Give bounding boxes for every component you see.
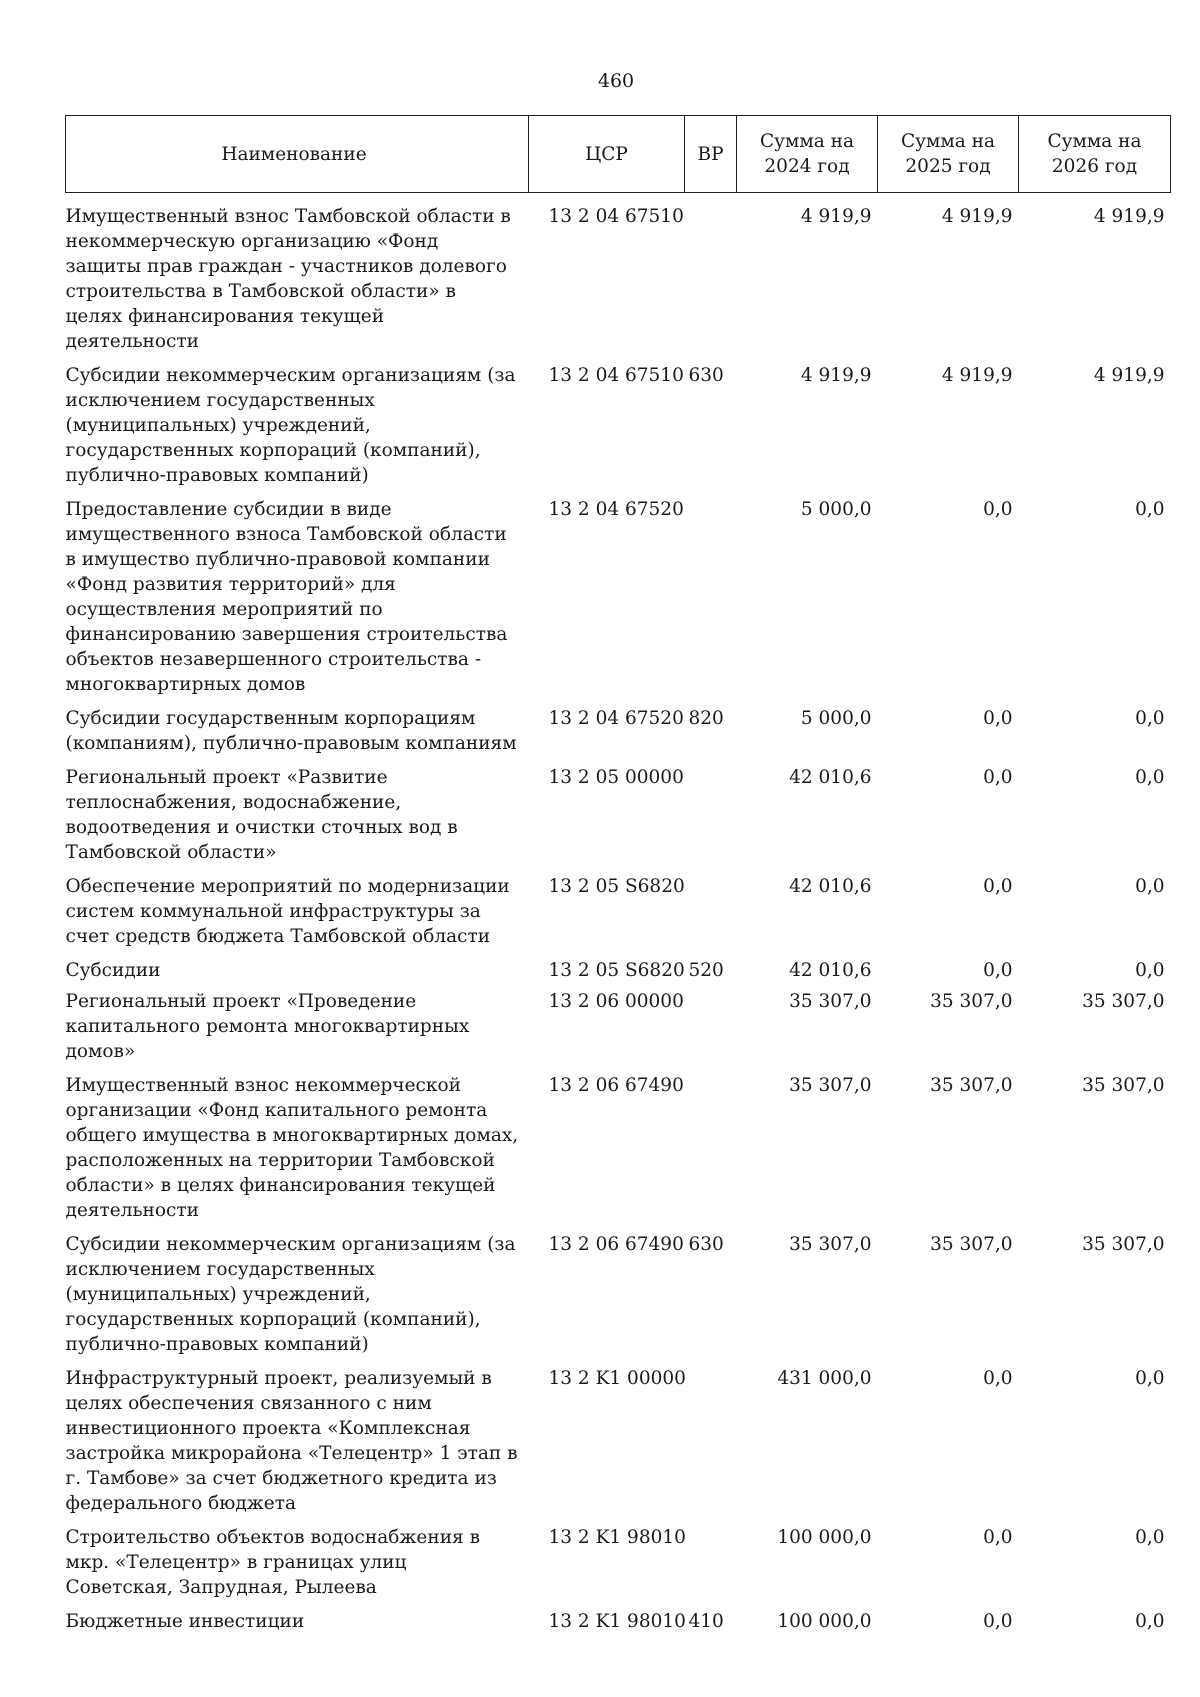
- row-csr: 13 2 K1 98010: [548, 1611, 686, 1632]
- row-sum-2026: 35 307,0: [1082, 991, 1165, 1012]
- row-sum-2024: 35 307,0: [789, 1234, 872, 1255]
- row-sum-2025: 0,0: [983, 708, 1013, 729]
- table-row: [66, 706, 1171, 765]
- row-vr: 820: [688, 708, 724, 729]
- row-sum-2024: 4 919,9: [800, 206, 872, 227]
- row-sum-2025: 0,0: [983, 1368, 1013, 1389]
- table-body: [66, 193, 1171, 1644]
- row-vr: [685, 1073, 737, 1232]
- row-sum-2026: 4 919,9: [1093, 365, 1165, 386]
- row-name: Обеспечение мероприятий по модернизации систем коммунальной инфраструктуры за счет средств бюджета Тамбовской области: [65, 876, 510, 947]
- row-sum-2026: 4 919,9: [1093, 206, 1165, 227]
- row-sum-2026: 0,0: [1135, 708, 1165, 729]
- row-name: Субсидии некоммерческим организациям (за исключением государственных (муниципальных) учреждений, государственных корпораций (компаний), публично-правовых компаний): [65, 365, 516, 486]
- row-csr: 13 2 06 00000: [548, 991, 684, 1012]
- row-csr: 13 2 K1 98010: [548, 1527, 686, 1548]
- row-sum-2024: 5 000,0: [800, 499, 872, 520]
- row-vr: [685, 765, 737, 874]
- table-row: [66, 1366, 1171, 1525]
- table-row: [66, 1609, 1171, 1643]
- row-vr: [685, 1366, 737, 1525]
- row-csr: 13 2 06 67490: [548, 1075, 684, 1096]
- row-sum-2026: 35 307,0: [1082, 1075, 1165, 1096]
- row-vr: 410: [688, 1611, 724, 1632]
- row-sum-2024: 4 919,9: [800, 365, 872, 386]
- row-sum-2024: 35 307,0: [789, 1075, 872, 1096]
- row-name: Имущественный взнос некоммерческой организации «Фонд капитального ремонта общего имущества в многоквартирных домах, расположенных на территории Тамбовской области» в целях финансирования текущей деятельности: [65, 1075, 519, 1221]
- row-vr: [685, 497, 737, 706]
- row-vr: 630: [688, 1234, 724, 1255]
- row-sum-2024: 5 000,0: [800, 708, 872, 729]
- table-row: [66, 765, 1171, 874]
- table-row: [66, 497, 1171, 706]
- table-row: [66, 958, 1171, 989]
- table-row: [66, 874, 1171, 958]
- row-name: Региональный проект «Развитие теплоснабжения, водоснабжение, водоотведения и очистки сточных вод в Тамбовской области»: [65, 767, 458, 863]
- row-sum-2026: 0,0: [1135, 767, 1165, 788]
- row-sum-2025: 35 307,0: [930, 1234, 1013, 1255]
- row-csr: 13 2 04 67510: [548, 206, 684, 227]
- header-sum-2025: Сумма на 2025 год: [878, 116, 1019, 193]
- row-name: Предоставление субсидии в виде имущественного взноса Тамбовской области в имущество публично-правовой компании «Фонд развития территорий» для осуществления мероприятий по финансированию завершения строительства объектов незавершенного строительства - многоквартирных домов: [65, 499, 508, 695]
- row-sum-2024: 100 000,0: [777, 1611, 872, 1632]
- row-sum-2024: 42 010,6: [789, 960, 872, 981]
- table-row: [66, 1525, 1171, 1609]
- table-row: [66, 1073, 1171, 1232]
- row-csr: 13 2 05 S6820: [548, 960, 685, 981]
- row-sum-2025: 0,0: [983, 499, 1013, 520]
- table-row: [66, 1232, 1171, 1366]
- row-csr: 13 2 06 67490: [548, 1234, 684, 1255]
- row-sum-2025: 0,0: [983, 1611, 1013, 1632]
- row-csr: 13 2 04 67510: [548, 365, 684, 386]
- row-sum-2025: 0,0: [983, 1527, 1013, 1548]
- row-csr: 13 2 05 S6820: [548, 876, 685, 897]
- row-csr: 13 2 04 67520: [548, 708, 684, 729]
- budget-table: [65, 115, 1171, 1643]
- row-name: Субсидии: [65, 960, 161, 981]
- row-sum-2024: 42 010,6: [789, 876, 872, 897]
- row-name: Инфраструктурный проект, реализуемый в целях обеспечения связанного с ним инвестиционного проекта «Комплексная застройка микрорайона «Телецентр» 1 этап в г. Тамбове» за счет бюджетного кредита из федерального бюджета: [65, 1368, 518, 1514]
- row-name: Региональный проект «Проведение капитального ремонта многоквартирных домов»: [65, 991, 470, 1062]
- row-name: Субсидии государственным корпорациям (компаниям), публично-правовым компаниям: [65, 708, 517, 754]
- row-sum-2024: 100 000,0: [777, 1527, 872, 1548]
- row-sum-2025: 0,0: [983, 767, 1013, 788]
- row-sum-2026: 0,0: [1135, 876, 1165, 897]
- table-header: [66, 116, 1171, 193]
- header-vr: ВР: [685, 116, 737, 193]
- row-vr: [685, 874, 737, 958]
- row-sum-2025: 35 307,0: [930, 991, 1013, 1012]
- header-name: Наименование: [66, 116, 529, 193]
- row-sum-2025: 0,0: [983, 876, 1013, 897]
- row-csr: 13 2 04 67520: [548, 499, 684, 520]
- row-sum-2025: 0,0: [983, 960, 1013, 981]
- row-sum-2026: 0,0: [1135, 1527, 1165, 1548]
- row-sum-2025: 4 919,9: [941, 365, 1013, 386]
- row-sum-2024: 35 307,0: [789, 991, 872, 1012]
- row-name: Бюджетные инвестиции: [65, 1611, 305, 1632]
- header-sum-2026: Сумма на 2026 год: [1019, 116, 1171, 193]
- row-sum-2026: 0,0: [1135, 960, 1165, 981]
- row-vr: 630: [688, 365, 724, 386]
- row-sum-2026: 0,0: [1135, 1611, 1165, 1632]
- row-csr: 13 2 K1 00000: [548, 1368, 686, 1389]
- row-vr: [685, 1525, 737, 1609]
- header-csr: ЦСР: [529, 116, 685, 193]
- row-sum-2026: 35 307,0: [1082, 1234, 1165, 1255]
- row-sum-2025: 4 919,9: [941, 206, 1013, 227]
- table-row: [66, 363, 1171, 497]
- table-row: [66, 193, 1171, 364]
- row-name: Субсидии некоммерческим организациям (за исключением государственных (муниципальных) учреждений, государственных корпораций (компаний), публично-правовых компаний): [65, 1234, 516, 1355]
- row-sum-2025: 35 307,0: [930, 1075, 1013, 1096]
- row-sum-2026: 0,0: [1135, 499, 1165, 520]
- header-sum-2024: Сумма на 2024 год: [737, 116, 878, 193]
- row-name: Имущественный взнос Тамбовской области в некоммерческую организацию «Фонд защиты прав граждан - участников долевого строительства в Тамбовской области» в целях финансирования текущей деятельности: [65, 206, 511, 352]
- row-sum-2026: 0,0: [1135, 1368, 1165, 1389]
- page-number: 460: [597, 70, 635, 92]
- row-csr: 13 2 05 00000: [548, 767, 684, 788]
- row-sum-2024: 431 000,0: [777, 1368, 872, 1389]
- row-name: Строительство объектов водоснабжения в мкр. «Телецентр» в границах улиц Советская, Запрудная, Рылеева: [65, 1527, 480, 1598]
- row-sum-2024: 42 010,6: [789, 767, 872, 788]
- table-row: [66, 989, 1171, 1073]
- row-vr: 520: [688, 960, 724, 981]
- row-vr: [685, 193, 737, 364]
- row-vr: [685, 989, 737, 1073]
